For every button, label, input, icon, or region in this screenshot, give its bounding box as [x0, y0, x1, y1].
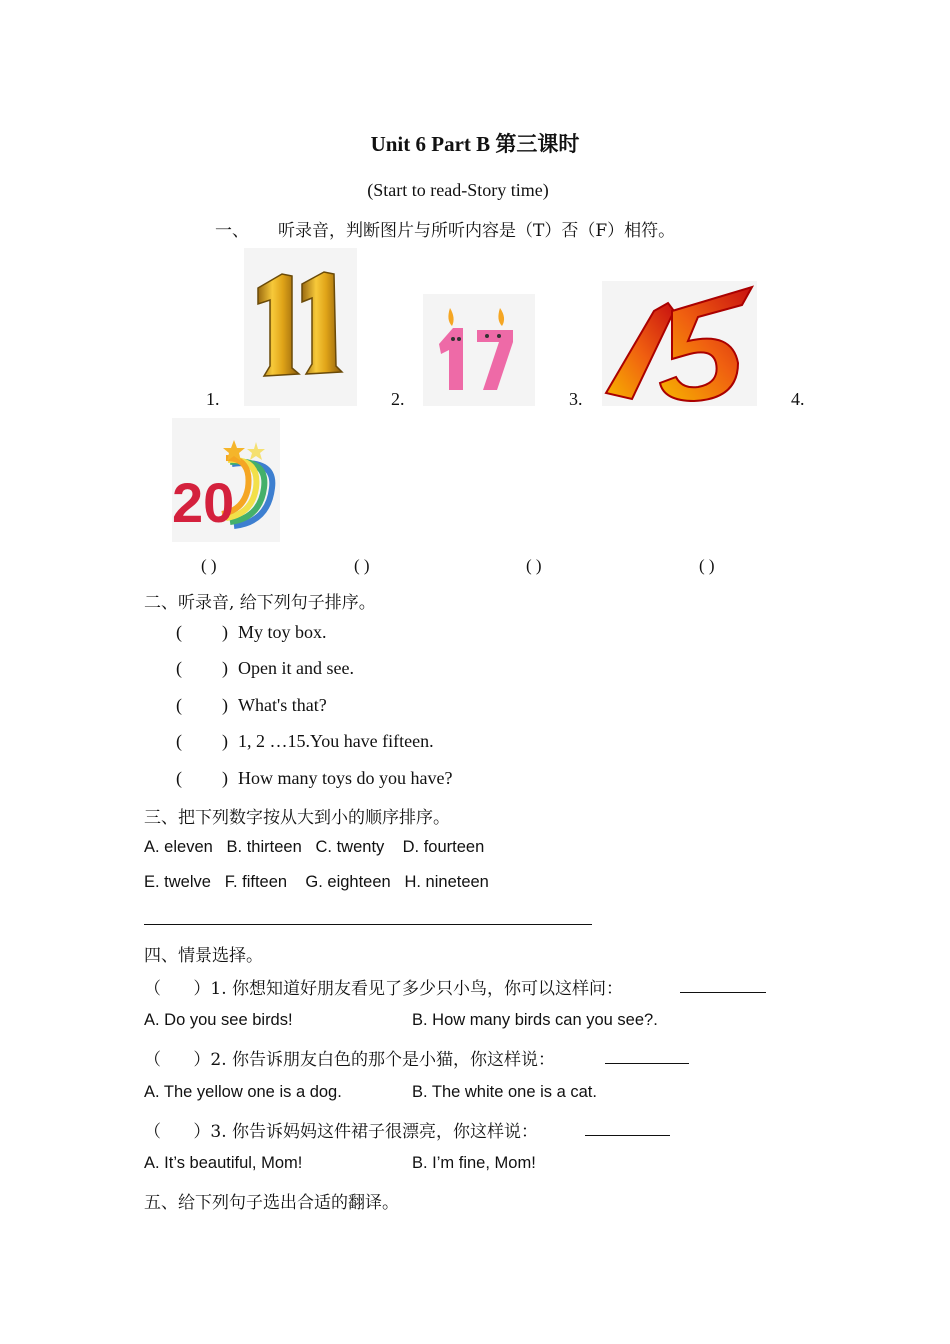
answer-line[interactable]: [144, 924, 592, 925]
order-blank[interactable]: (: [176, 695, 182, 715]
item-1-label: 1.: [206, 389, 220, 409]
question-2-blank[interactable]: [605, 1063, 689, 1064]
item-3-label: 3.: [569, 389, 583, 409]
order-row: ( ) What's that?: [176, 695, 327, 715]
order-blank[interactable]: (: [176, 622, 182, 642]
order-sentence: 1, 2 …15.You have fifteen.: [238, 731, 434, 751]
svg-text:20: 20: [172, 471, 235, 534]
question-3-prompt: （ ）3. 你告诉妈妈这件裙子很漂亮，你这样说：: [144, 1122, 539, 1142]
order-sentence: Open it and see.: [238, 658, 354, 678]
item-4-label: 4.: [791, 389, 805, 409]
question-3-option-b: B. I’m fine, Mom!: [412, 1154, 536, 1172]
order-blank[interactable]: (: [176, 731, 182, 751]
answer-blank-3[interactable]: ( ): [526, 556, 542, 575]
question-2-option-a: A. The yellow one is a dog.: [144, 1083, 342, 1101]
page-title: Unit 6 Part B 第三课时: [370, 132, 580, 156]
section1-heading: 听录音，判断图片与所听内容是（T）否（F）相符。: [278, 221, 676, 241]
image-number-11: [244, 248, 357, 406]
question-1-option-b: B. How many birds can you see?.: [412, 1011, 658, 1029]
order-row: ( ) Open it and see.: [176, 658, 354, 678]
image-number-15: [602, 281, 757, 406]
image-number-17: [423, 294, 535, 406]
item-2-label: 2.: [391, 389, 405, 409]
golden-balloon-11-icon: [244, 248, 357, 406]
section3-heading: 三、把下列数字按从大到小的顺序排序。: [144, 808, 450, 828]
rainbow-20-icon: [172, 418, 280, 542]
section1-number: 一、: [215, 221, 249, 241]
question-1-prompt: （ ）1. 你想知道好朋友看见了多少只小鸟，你可以这样问：: [144, 979, 624, 999]
question-2-prompt: （ ）2. 你告诉朋友白色的那个是小猫，你这样说：: [144, 1050, 556, 1070]
page-subtitle: (Start to read-Story time): [367, 180, 549, 200]
order-sentence: My toy box.: [238, 622, 327, 642]
question-1-option-a: A. Do you see birds!: [144, 1011, 293, 1029]
order-row: ( ) My toy box.: [176, 622, 327, 642]
section5-heading: 五、给下列句子选出合适的翻译。: [144, 1193, 399, 1213]
number-words-line-2: E. twelve F. fifteen G. eighteen H. nineteen: [144, 873, 489, 891]
question-3-option-a: A. It’s beautiful, Mom!: [144, 1154, 303, 1172]
question-3-blank[interactable]: [585, 1135, 670, 1136]
order-blank[interactable]: (: [176, 768, 182, 788]
order-sentence: What's that?: [238, 695, 327, 715]
answer-blank-4[interactable]: ( ): [699, 556, 715, 575]
question-2-option-b: B. The white one is a cat.: [412, 1083, 597, 1101]
image-number-20: [172, 418, 280, 542]
number-words-line-1: A. eleven B. thirteen C. twenty D. fourteen: [144, 838, 485, 856]
answer-blank-2[interactable]: ( ): [354, 556, 370, 575]
section4-heading: 四、情景选择。: [144, 946, 263, 966]
answer-blank-1[interactable]: ( ): [201, 556, 217, 575]
red-3d-15-icon: [602, 281, 757, 406]
order-sentence: How many toys do you have?: [238, 768, 453, 788]
order-row: ( ) How many toys do you have?: [176, 768, 453, 788]
section2-heading: 二、听录音, 给下列句子排序。: [144, 593, 376, 613]
pink-candle-17-icon: [423, 294, 535, 406]
order-row: ( ) 1, 2 …15.You have fifteen.: [176, 731, 434, 751]
question-1-blank[interactable]: [680, 992, 766, 993]
order-blank[interactable]: (: [176, 658, 182, 678]
